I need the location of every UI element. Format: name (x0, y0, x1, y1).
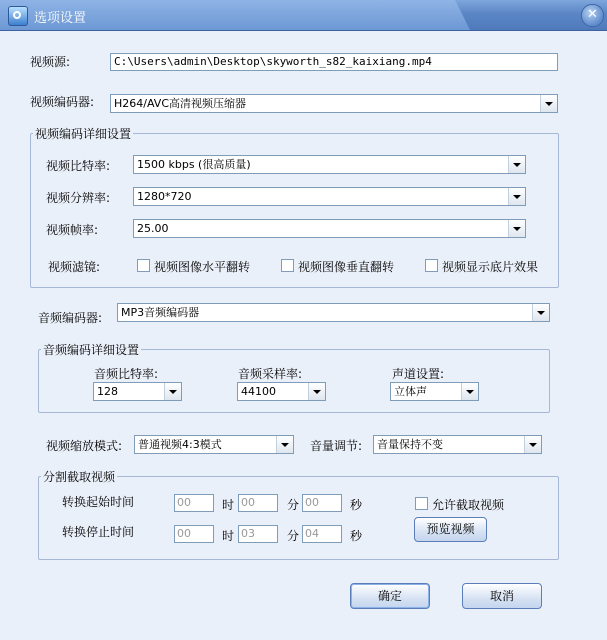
scale-mode-select[interactable] (134, 435, 294, 454)
audio-samplerate-select[interactable] (237, 382, 326, 401)
hflip-checkbox[interactable] (137, 259, 150, 272)
video-source-label: 视频源: (30, 55, 71, 69)
start-minute-unit: 分 (287, 498, 300, 512)
video-encoder-value: H264/AVC高清视频压缩器 (114, 97, 246, 110)
video-framerate-label: 视频帧率: (46, 223, 99, 237)
split-group-title: 分割截取视频 (43, 470, 116, 484)
chevron-down-icon[interactable] (540, 95, 557, 112)
start-second-input[interactable]: 00 (302, 494, 342, 512)
audio-channel-value: 立体声 (394, 385, 427, 398)
chevron-down-icon[interactable] (508, 156, 525, 173)
chevron-down-icon[interactable] (508, 220, 525, 237)
audio-encoder-label: 音频编码器: (38, 311, 103, 325)
video-bitrate-value: 1500 kbps (很高质量) (137, 158, 251, 171)
end-second-input[interactable]: 04 (302, 525, 342, 543)
negative-checkbox[interactable] (425, 259, 438, 272)
preview-video-button[interactable]: 预览视频 (414, 517, 487, 542)
hflip-label[interactable]: 视频图像水平翻转 (154, 260, 251, 274)
chevron-down-icon[interactable] (461, 383, 478, 400)
start-second-unit: 秒 (350, 498, 363, 512)
audio-channel-label: 声道设置: (392, 367, 445, 381)
dialog-body (0, 31, 607, 640)
negative-label[interactable]: 视频显示底片效果 (442, 260, 539, 274)
window-title: 选项设置 (34, 11, 87, 26)
volume-select[interactable] (373, 435, 542, 454)
video-framerate-value: 25.00 (137, 222, 169, 235)
video-source-input[interactable]: C:\Users\admin\Desktop\skyworth_s82_kaixiang.mp4 (110, 53, 558, 71)
video-resolution-select[interactable] (133, 187, 526, 206)
audio-encoder-select[interactable] (117, 303, 550, 322)
scale-mode-value: 普通视频4:3模式 (138, 438, 222, 451)
audio-bitrate-label: 音频比特率: (94, 367, 159, 381)
end-minute-unit: 分 (287, 529, 300, 543)
video-resolution-label: 视频分辨率: (46, 191, 111, 205)
video-bitrate-label: 视频比特率: (46, 159, 111, 173)
video-filter-label: 视频滤镜: (48, 260, 101, 274)
title-bar[interactable] (0, 0, 607, 31)
audio-channel-select[interactable] (390, 382, 479, 401)
chevron-down-icon[interactable] (308, 383, 325, 400)
allow-split-checkbox[interactable] (415, 497, 428, 510)
end-time-label: 转换停止时间 (62, 525, 135, 539)
scale-mode-label: 视频缩放模式: (46, 439, 123, 453)
end-minute-input[interactable]: 03 (238, 525, 278, 543)
close-button[interactable] (581, 4, 604, 27)
video-resolution-value: 1280*720 (137, 190, 192, 203)
volume-label: 音量调节: (310, 439, 363, 453)
chevron-down-icon[interactable] (524, 436, 541, 453)
audio-encoder-value: MP3音频编码器 (121, 306, 200, 319)
video-bitrate-select[interactable] (133, 155, 526, 174)
vflip-label[interactable]: 视频图像垂直翻转 (298, 260, 395, 274)
vflip-checkbox[interactable] (281, 259, 294, 272)
close-icon: ✕ (587, 7, 598, 22)
ok-button[interactable]: 确定 (350, 583, 430, 609)
chevron-down-icon[interactable] (164, 383, 181, 400)
app-icon (8, 6, 28, 26)
audio-detail-group-title: 音频编码详细设置 (43, 343, 140, 357)
video-encoder-select[interactable] (110, 94, 558, 113)
end-hour-input[interactable]: 00 (174, 525, 214, 543)
audio-bitrate-value: 128 (97, 385, 118, 398)
chevron-down-icon[interactable] (532, 304, 549, 321)
video-encoder-label: 视频编码器: (30, 95, 95, 109)
end-second-unit: 秒 (350, 529, 363, 543)
start-minute-input[interactable]: 00 (238, 494, 278, 512)
chevron-down-icon[interactable] (276, 436, 293, 453)
end-hour-unit: 时 (222, 529, 235, 543)
video-framerate-select[interactable] (133, 219, 526, 238)
volume-value: 音量保持不变 (377, 438, 443, 451)
start-hour-unit: 时 (222, 498, 235, 512)
allow-split-label[interactable]: 允许截取视频 (432, 498, 505, 512)
chevron-down-icon[interactable] (508, 188, 525, 205)
video-detail-group-title: 视频编码详细设置 (35, 127, 132, 141)
audio-samplerate-label: 音频采样率: (238, 367, 303, 381)
cancel-button[interactable]: 取消 (462, 583, 542, 609)
start-time-label: 转换起始时间 (62, 495, 135, 509)
start-hour-input[interactable]: 00 (174, 494, 214, 512)
audio-samplerate-value: 44100 (241, 385, 276, 398)
audio-bitrate-select[interactable] (93, 382, 182, 401)
